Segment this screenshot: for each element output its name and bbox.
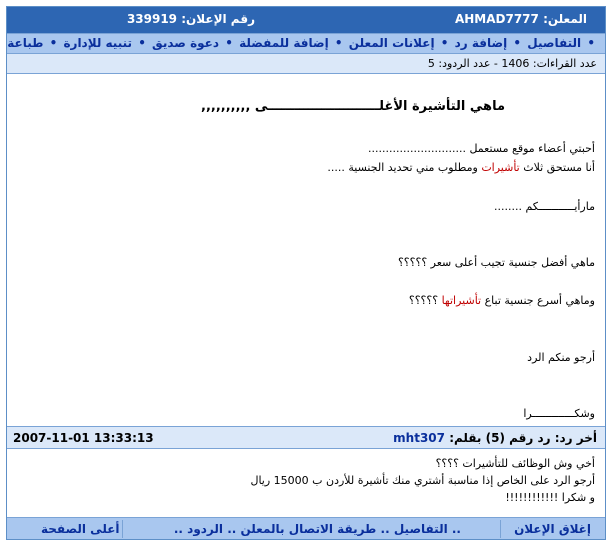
- post-line: وماهي أسرع جنسية تباع تأشيراتها ؟؟؟؟؟: [408, 294, 595, 307]
- ad-number-label: رقم الإعلان:: [181, 12, 255, 26]
- post-line: أحبتي أعضاء موقع مستعمل ............................: [368, 142, 595, 155]
- last-reply-body: [7, 449, 605, 519]
- bullet-icon: •: [513, 36, 522, 50]
- nav-add-favorite-link[interactable]: إضافة للمفضلة: [239, 36, 329, 50]
- nav-add-reply-link[interactable]: إضافة رد: [454, 36, 508, 50]
- advertiser-name: AHMAD7777: [454, 12, 539, 26]
- bullet-icon: •: [225, 36, 233, 50]
- ad-number: 339919: [126, 12, 178, 26]
- bullet-icon: •: [138, 36, 146, 50]
- nav-notify-admin-link[interactable]: تنبيه للإدارة: [63, 36, 132, 50]
- nav-advertiser-ads-link[interactable]: إعلانات المعلن: [348, 36, 435, 50]
- bullet-icon: •: [49, 36, 58, 50]
- divider: [500, 520, 501, 538]
- divider: [122, 520, 123, 538]
- last-reply-label: أخر رد: رد رقم (5) بقلم:: [449, 431, 597, 445]
- ad-header: [7, 7, 605, 33]
- post-line: أرجو منكم الرد: [527, 351, 595, 364]
- last-reply-header: [7, 427, 605, 449]
- ad-nav-bar: [7, 33, 605, 54]
- post-line: ماهي أفضل جنسية تجيب أعلى سعر ؟؟؟؟؟: [397, 256, 595, 269]
- reply-author-link[interactable]: mht307: [393, 431, 445, 445]
- back-to-top-link[interactable]: أعلى الصفحة: [41, 522, 120, 536]
- ad-number-info: [127, 12, 255, 26]
- post-line: وشكـــــــــــــرا: [523, 407, 595, 420]
- post-line: أنا مستحق ثلاث تأشيرات ومطلوب مني تحديد الجنسية .....: [327, 161, 595, 174]
- nav-invite-friend-link[interactable]: دعوة صديق: [152, 36, 220, 50]
- ad-body: [7, 74, 605, 427]
- post-line: مارأيـــــــــــكم ........: [494, 200, 595, 213]
- advertiser-label: المعلن:: [543, 12, 587, 26]
- reply-datetime: 2007-11-01 13:33:13: [13, 431, 154, 445]
- reply-line: أخي وش الوظائف للتأشيرات ؟؟؟؟: [435, 457, 595, 470]
- ad-footer: [7, 517, 605, 539]
- bullet-icon: •: [440, 36, 449, 50]
- nav-details-link[interactable]: التفاصيل: [527, 36, 582, 50]
- close-ad-link[interactable]: إغلاق الإعلان: [514, 522, 591, 536]
- last-reply-info: [393, 431, 597, 445]
- reply-line: أرجو الرد على الخاص إذا مناسبة أشتري منك تأشيرة للأردن ب 15000 ريال: [250, 474, 595, 487]
- ad-stats: عدد القراءات: 1406 - عدد الردود: 5: [7, 54, 605, 74]
- bullet-icon: •: [587, 36, 595, 50]
- footer-links[interactable]: .. التفاصيل .. طريقة الاتصال بالمعلن .. الردود ..: [173, 522, 461, 536]
- ad-panel: [6, 6, 606, 540]
- reply-line: و شكرا !!!!!!!!!!!!: [505, 491, 595, 504]
- bullet-icon: •: [334, 36, 343, 50]
- post-title: ماهي التأشيرة الأغلـــــــــــــــــــــــــى ,,,,,,,,,,: [201, 99, 505, 114]
- nav-print-link[interactable]: طباعة: [7, 36, 44, 50]
- advertiser-info: [455, 12, 587, 26]
